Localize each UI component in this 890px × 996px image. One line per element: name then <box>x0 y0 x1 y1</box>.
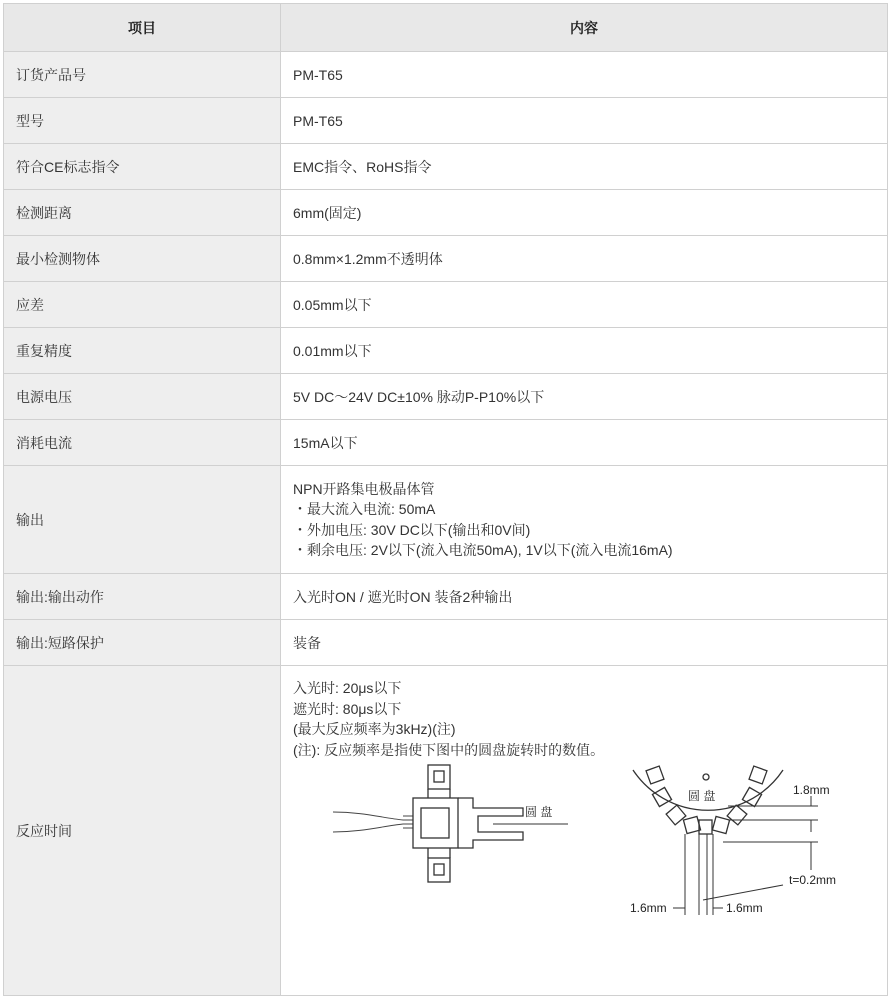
sensor-disk-diagram <box>293 760 887 970</box>
output-line: ・剩余电压: 2V以下(流入电流50mA), 1V以下(流入电流16mA) <box>293 542 673 558</box>
response-line: (最大反应频率为3kHz)(注) <box>293 721 456 737</box>
output-line: ・最大流入电流: 50mA <box>293 501 436 517</box>
dim-slot-height: 1.8mm <box>793 783 830 797</box>
row-label: 重复精度 <box>4 328 281 374</box>
row-value: 5V DC～24V DC±10% 脉动P-P10%以下 <box>281 374 888 420</box>
row-label: 输出:输出动作 <box>4 574 281 620</box>
header-item: 项目 <box>4 4 281 52</box>
response-line: 入光时: 20μs以下 <box>293 680 402 696</box>
row-label: 检测距离 <box>4 190 281 236</box>
row-value: PM-T65 <box>281 98 888 144</box>
row-label: 输出:短路保护 <box>4 620 281 666</box>
row-value: 6mm(固定) <box>281 190 888 236</box>
table-row <box>4 620 888 666</box>
table-row <box>4 52 888 98</box>
row-value: 0.8mm×1.2mm不透明体 <box>281 236 888 282</box>
row-label: 输出 <box>4 466 281 574</box>
table-row <box>4 236 888 282</box>
row-label: 反应时间 <box>4 666 281 996</box>
table-row <box>4 282 888 328</box>
dim-width-right: 1.6mm <box>726 901 763 915</box>
row-label: 型号 <box>4 98 281 144</box>
row-value: 0.05mm以下 <box>281 282 888 328</box>
dimension-lines <box>673 796 818 915</box>
table-row <box>4 420 888 466</box>
row-label: 符合CE标志指令 <box>4 144 281 190</box>
row-label: 应差 <box>4 282 281 328</box>
row-value: 15mA以下 <box>281 420 888 466</box>
response-value <box>281 666 888 996</box>
header-content: 内容 <box>281 4 888 52</box>
output-line: ・外加电压: 30V DC以下(输出和0V间) <box>293 521 531 538</box>
table-row-response <box>4 666 888 996</box>
row-label: 电源电压 <box>4 374 281 420</box>
row-value: 0.01mm以下 <box>281 328 888 374</box>
dim-width-left: 1.6mm <box>630 901 667 915</box>
table-row <box>4 144 888 190</box>
row-value: 入光时ON / 遮光时ON 装备2种输出 <box>281 574 888 620</box>
disk-label-left: 圆 盘 <box>525 805 553 819</box>
row-value: EMC指令、RoHS指令 <box>281 144 888 190</box>
row-value: PM-T65 <box>281 52 888 98</box>
row-label: 消耗电流 <box>4 420 281 466</box>
table-header-row <box>4 4 888 52</box>
table-row <box>4 574 888 620</box>
row-value: 装备 <box>281 620 888 666</box>
table-row-output <box>4 466 888 574</box>
table-row <box>4 328 888 374</box>
disk-label-right: 圆 盘 <box>688 789 716 803</box>
row-label: 订货产品号 <box>4 52 281 98</box>
row-label: 最小检测物体 <box>4 236 281 282</box>
output-value <box>281 466 888 574</box>
dim-thickness: t=0.2mm <box>789 873 837 887</box>
table-row <box>4 98 888 144</box>
response-line: 遮光时: 80μs以下 <box>293 700 402 717</box>
table-row <box>4 374 888 420</box>
table-row <box>4 190 888 236</box>
response-diagram <box>293 760 886 975</box>
cable-icon <box>333 812 413 832</box>
response-line: (注): 反应频率是指使下图中的圆盘旋转时的数值。 <box>293 741 605 758</box>
spec-table <box>3 3 888 996</box>
output-line: NPN开路集电极晶体管 <box>293 480 435 497</box>
